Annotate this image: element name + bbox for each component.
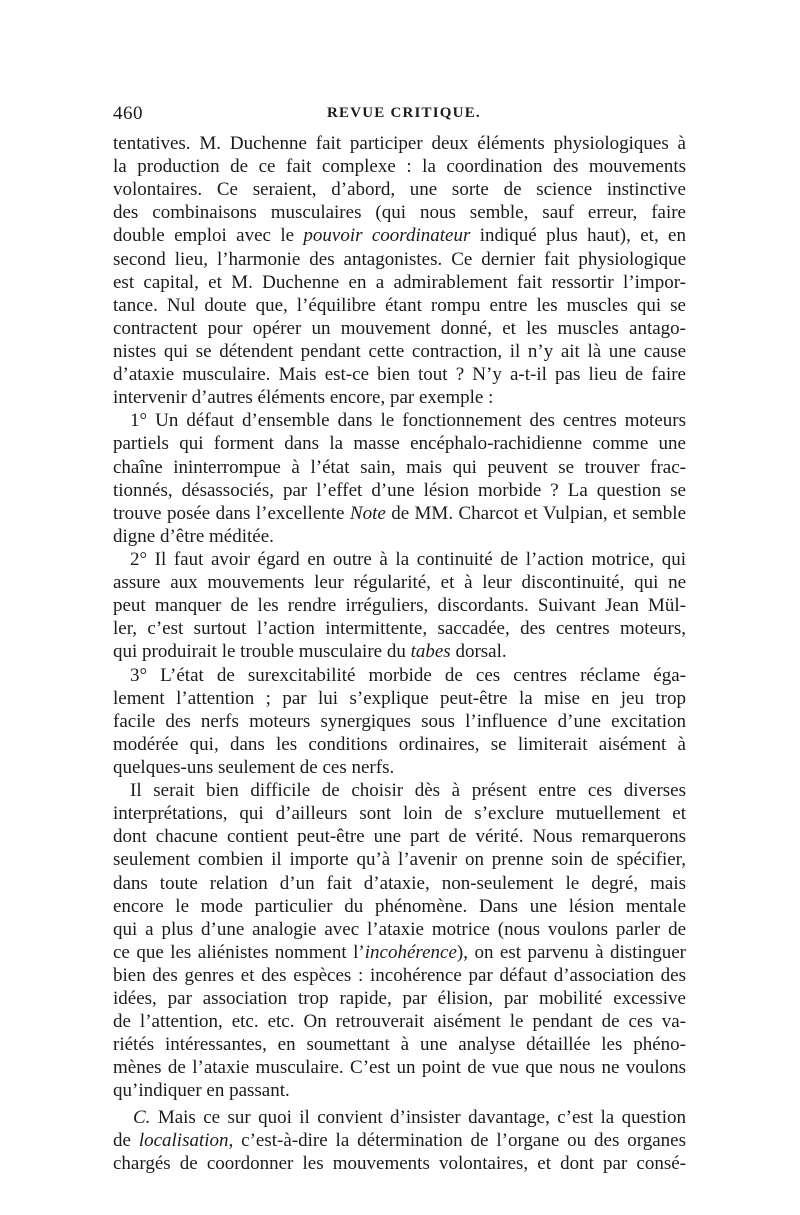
text-line: partiels qui forment dans la masse encéphalo-rachidienne comme une xyxy=(113,433,686,455)
italic-term: localisation xyxy=(138,1129,229,1151)
text-line: chargés de coordonner les mouvements volontaires, et dont par consé- xyxy=(113,1152,686,1174)
text-line: trouve posée dans l’excellente Note de MM. Charcot et Vulpian, et semble xyxy=(113,502,687,524)
text-line: chaîne ininterrompue à l’état sain, mais qui peuvent se trouver frac- xyxy=(113,456,686,478)
text-line: seulement combien il importe qu’à l’avenir on prenne soin de spécifier, xyxy=(113,849,686,871)
italic-term: pouvoir coordinateur xyxy=(303,225,471,247)
text-line: peut manquer de les rendre irréguliers, discordants. Suivant Jean Mül- xyxy=(113,595,686,617)
italic-term: tabes xyxy=(410,641,451,663)
text-line: facile des nerfs moteurs synergiques sous l’influence d’une excitation xyxy=(113,710,686,732)
text-line: qui a plus d’une analogie avec l’ataxie motrice (nous voulons parler de xyxy=(113,918,686,940)
text-line: tentatives. M. Duchenne fait participer deux éléments physiologiques à xyxy=(113,133,686,154)
text-line: dont chacune contient peut-être une part de vérité. Nous remarquerons xyxy=(113,826,686,848)
text-line: idées, par association trop rapide, par élision, par mobilité excessive xyxy=(113,988,686,1010)
page-header xyxy=(113,103,686,127)
text-line: intervenir d’autres éléments encore, par exemple : xyxy=(113,387,494,409)
paragraph-start: Il serait bien difficile de choisir dès à présent entre ces diverses xyxy=(130,780,686,802)
text-line: modérée qui, dans les conditions ordinaires, se limiterait aisément à xyxy=(113,733,686,755)
text-line: double emploi avec le pouvoir coordinateur indiqué plus haut), et, en xyxy=(113,225,686,247)
body-text xyxy=(113,132,686,1175)
text-line: la production de ce fait complexe : la coordination des mouvements xyxy=(113,156,686,178)
text-line: tionnés, désassociés, par l’effet d’une lésion morbide ? La question se xyxy=(113,479,686,501)
text-line: contractent pour opérer un mouvement donné, et les muscles antago- xyxy=(113,317,686,339)
text-line: nistes qui se détendent pendant cette contraction, il n’y ait là une cause xyxy=(113,340,686,362)
text-line: est capital, et M. Duchenne en a admirablement fait ressortir l’impor- xyxy=(113,271,686,293)
text-line: lement l’attention ; par lui s’explique peut-être la mise en jeu trop xyxy=(113,687,686,709)
text-line: des combinaisons musculaires (qui nous semble, sauf erreur, faire xyxy=(113,202,686,224)
text-line: de localisation, c’est-à-dire la détermination de l’organe ou des organes xyxy=(113,1129,686,1151)
running-title: REVUE CRITIQUE. xyxy=(327,105,481,121)
text-line: mènes de l’ataxie musculaire. C’est un point de vue que nous ne voulons xyxy=(113,1057,686,1079)
text-line: digne d’être méditée. xyxy=(113,525,274,547)
list-item-3: 3° L’état de surexcitabilité morbide de ces centres réclame éga- xyxy=(130,664,686,686)
italic-term: Note xyxy=(349,502,386,524)
text-line: quelques-uns seulement de ces nerfs. xyxy=(113,756,395,778)
text-line: volontaires. Ce seraient, d’abord, une sorte de science instinctive xyxy=(113,179,686,201)
text-line: tance. Nul doute que, l’équilibre étant rompu entre les muscles qui se xyxy=(113,294,686,316)
text-line: ler, c’est surtout l’action intermittente, saccadée, des centres moteurs, xyxy=(113,618,686,640)
text-line: qu’indiquer en passant. xyxy=(113,1080,290,1102)
text-line: ce que les aliénistes nomment l’incohérence), on est parvenu à distinguer xyxy=(113,941,686,963)
section-letter: C. xyxy=(133,1106,151,1128)
text-line: d’ataxie musculaire. Mais est-ce bien tout ? N’y a-t-il pas lieu de faire xyxy=(113,364,686,386)
section-c-start: C. Mais ce sur quoi il convient d’insister davantage, c’est la question xyxy=(133,1106,686,1128)
text-line: bien des genres et des espèces : incohérence par défaut d’association des xyxy=(113,964,686,986)
text-line: qui produirait le trouble musculaire du tabes dorsal. xyxy=(113,641,507,663)
list-item-2: 2° Il faut avoir égard en outre à la continuité de l’action motrice, qui xyxy=(130,548,686,570)
text-line: riétés intéressantes, en soumettant à une analyse détaillée les phéno- xyxy=(113,1034,686,1056)
list-item-1: 1° Un défaut d’ensemble dans le fonctionnement des centres moteurs xyxy=(130,410,686,432)
text-line: de l’attention, etc. etc. On retrouverait aisément le pendant de ces va- xyxy=(113,1011,686,1033)
italic-term: incohérence xyxy=(364,941,457,963)
text-line: assure aux mouvements leur régularité, et à leur discontinuité, qui ne xyxy=(113,572,686,594)
text-line: interprétations, qui d’ailleurs sont loin de s’exclure mutuellement et xyxy=(113,803,686,825)
page-number: 460 xyxy=(113,103,143,124)
text-line: encore le mode particulier du phénomène. Dans une lésion mentale xyxy=(113,895,686,917)
text-line: second lieu, l’harmonie des antagonistes. Ce dernier fait physiologique xyxy=(113,248,686,270)
text-line: dans toute relation d’un fait d’ataxie, non-seulement le degré, mais xyxy=(113,872,686,894)
